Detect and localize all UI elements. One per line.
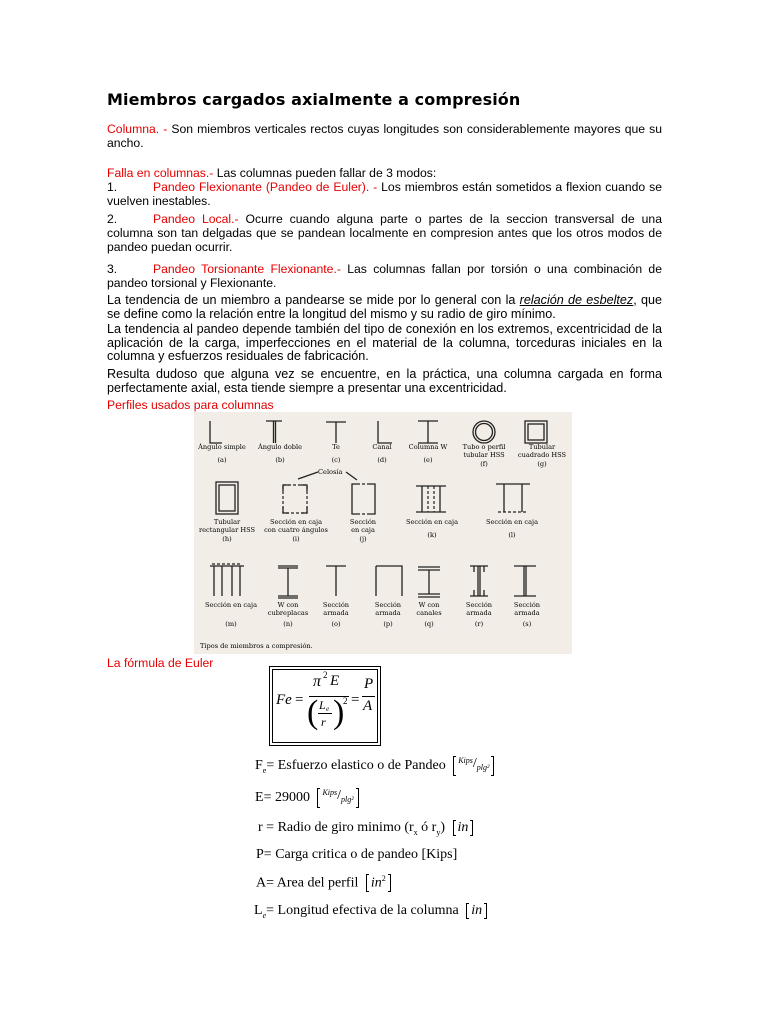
formula-A: A	[363, 698, 373, 714]
tubo-shape	[473, 421, 495, 443]
formula-lhs: Fe	[276, 692, 292, 708]
mode-item-2	[107, 212, 662, 255]
mode-term: Pandeo Flexionante (Pandeo de Euler). -	[153, 180, 378, 194]
row3-labels	[194, 601, 572, 641]
columna-paragraph	[107, 122, 662, 150]
column-profiles-figure	[194, 412, 572, 654]
seccion-armada-p-shape	[376, 566, 402, 596]
inner-fraction-bar	[318, 713, 332, 714]
relacion-esbeltez-link[interactable]: relación de esbeltez	[519, 293, 634, 307]
euler-formula	[272, 669, 378, 743]
label-i: Sección en caja con cuatro ángulos (i)	[264, 518, 328, 543]
label-a: Ángulo simple (a)	[198, 443, 246, 464]
def-e: E= 29000 $^{Kips}$/plg²	[255, 788, 359, 808]
formula-r: r	[321, 715, 326, 729]
formula-E: E	[330, 673, 340, 689]
seccion-caja-cuatro-angulos-shape	[283, 485, 307, 513]
seccion-armada-s-shape	[514, 566, 536, 596]
esbeltez-paragraph	[107, 294, 662, 321]
tubular-rectangular-shape	[216, 482, 238, 514]
seccion-armada-o-shape	[326, 566, 346, 596]
mode-number: 1.	[107, 180, 118, 194]
falla-paragraph	[107, 166, 662, 180]
label-f: Tubo o perfil tubular HSS (f)	[462, 443, 506, 468]
label-c: Te (c)	[331, 443, 341, 464]
def-fe: $F_e=$ Esfuerzo elastico o de Pandeo $^{Kips}$/plg²	[255, 756, 494, 776]
seccion-caja-l-shape	[496, 484, 530, 512]
label-b: Ángulo doble (b)	[257, 443, 303, 464]
seccion-armada-r-shape	[470, 566, 488, 596]
seccion-caja-m-shape	[210, 564, 244, 596]
seccion-caja-k-shape	[416, 486, 446, 512]
label-n: W con cubreplacas (n)	[267, 601, 309, 628]
def-le: $L_e=$ Longitud efectiva de la columna in	[254, 903, 487, 920]
formula-L: L	[319, 698, 326, 712]
columna-term: Columna. -	[107, 122, 168, 136]
angulo-simple-shape	[210, 421, 222, 443]
falla-term: Falla en columnas.-	[107, 166, 214, 180]
mode-number: 2.	[107, 212, 118, 226]
excentricidad-paragraph: Resulta dudoso que alguna vez se encuentre, en la práctica, una columna cargada en forma perfectamente axial, esta tiende siempre a presentar una excentricidad.	[107, 367, 662, 395]
label-o: Sección armada (o)	[322, 601, 350, 628]
formula-P: P	[364, 676, 374, 692]
formula-Le-sub: e	[326, 705, 330, 713]
celosia-label: Celosía	[318, 468, 343, 476]
row1-labels	[194, 443, 572, 483]
unit-bracket: $^{Kips}$/plg²	[317, 788, 358, 808]
formula-pi-sq: 2	[323, 670, 328, 680]
label-l: Sección en caja (l)	[485, 518, 539, 539]
label-k: Sección en caja (k)	[405, 518, 459, 539]
unit-bracket: $^{Kips}$/plg²	[453, 756, 494, 776]
label-g: Tubular cuadrado HSS (g)	[517, 443, 567, 468]
mode-text: Ocurre cuando alguna parte o partes de la seccion transversal de una columna son tan delgadas que se pandean localmente en compresion antes que los otros modos de pandeo puedan ocurrir.	[107, 212, 662, 255]
mode-text: Las columnas fallan por torsión o una combinación de pandeo torsional y Flexionante.	[107, 262, 662, 291]
euler-heading: La fórmula de Euler	[107, 656, 214, 670]
w-canales-shape	[418, 567, 440, 597]
paren-left: (	[307, 694, 319, 731]
unit-bracket: in	[453, 820, 474, 836]
angulo-doble-shape	[266, 421, 282, 443]
mode-number: 3.	[107, 262, 118, 276]
para1-after: , que se define como la relación entre la longitud del mismo y su radio de giro mínimo.	[107, 293, 663, 321]
label-s: Sección armada (s)	[513, 601, 541, 628]
mode-item-1	[107, 180, 662, 208]
label-j: Sección en caja (j)	[349, 518, 377, 543]
page-title: Miembros cargados axialmente a compresión	[107, 90, 521, 109]
mode-text: Los miembros están sometidos a flexion cuando se vuelven inestables.	[107, 180, 662, 209]
def-r: r = Radio de giro minimo ($r_x$ ó $r_y$) in	[258, 820, 473, 837]
figure-caption: Tipos de miembros a compresión.	[200, 642, 313, 650]
unit-bracket: $in^2$	[366, 874, 391, 892]
label-e: Columna W (e)	[408, 443, 448, 464]
pa-fraction-bar	[362, 696, 375, 697]
def-a: A= Area del perfil $in^2$	[256, 874, 391, 892]
paren-right: )	[333, 694, 345, 731]
seccion-caja-j-shape	[352, 484, 375, 514]
formula-eq2: =	[351, 692, 360, 708]
unit-bracket: in	[466, 903, 487, 919]
tubular-cuadrado-shape	[525, 421, 547, 443]
columna-w-shape	[418, 421, 438, 443]
formula-eq1: =	[295, 692, 304, 708]
label-h: Tubular rectangular HSS (h)	[199, 518, 255, 543]
canal-shape	[378, 421, 392, 443]
label-r: Sección armada (r)	[465, 601, 493, 628]
te-shape	[326, 422, 346, 443]
row2-labels	[194, 518, 572, 558]
falla-text: Las columnas pueden fallar de 3 modos:	[213, 166, 437, 180]
def-p: P= Carga critica o de pandeo [Kips]	[256, 847, 458, 862]
mode-term: Pandeo Torsionante Flexionante.-	[153, 262, 341, 276]
para1-before: La tendencia de un miembro a pandearse se mide por lo general con la	[107, 293, 520, 307]
mode-term: Pandeo Local.-	[153, 212, 239, 226]
label-m: Sección en caja (m)	[204, 601, 258, 628]
label-d: Canal (d)	[372, 443, 392, 464]
formula-pi: π	[313, 673, 322, 690]
mode-item-3	[107, 262, 662, 290]
perfiles-heading: Perfiles usados para columnas	[107, 398, 274, 412]
pandeo-paragraph: La tendencia al pandeo depende también del tipo de conexión en los extremos, excentricidad de la aplicación de la carga, imperfecciones en el material de la columna, torceduras iniciales en la columna y esfuerzos residuales de fabricación.	[107, 322, 662, 364]
formula-den-sq: 2	[343, 696, 348, 706]
w-cubreplacas-shape	[278, 566, 298, 598]
label-p: Sección armada (p)	[374, 601, 402, 628]
label-q: W con canales (q)	[416, 601, 442, 628]
columna-text: Son miembros verticales rectos cuyas longitudes son considerablemente mayores que su ancho.	[107, 122, 662, 151]
